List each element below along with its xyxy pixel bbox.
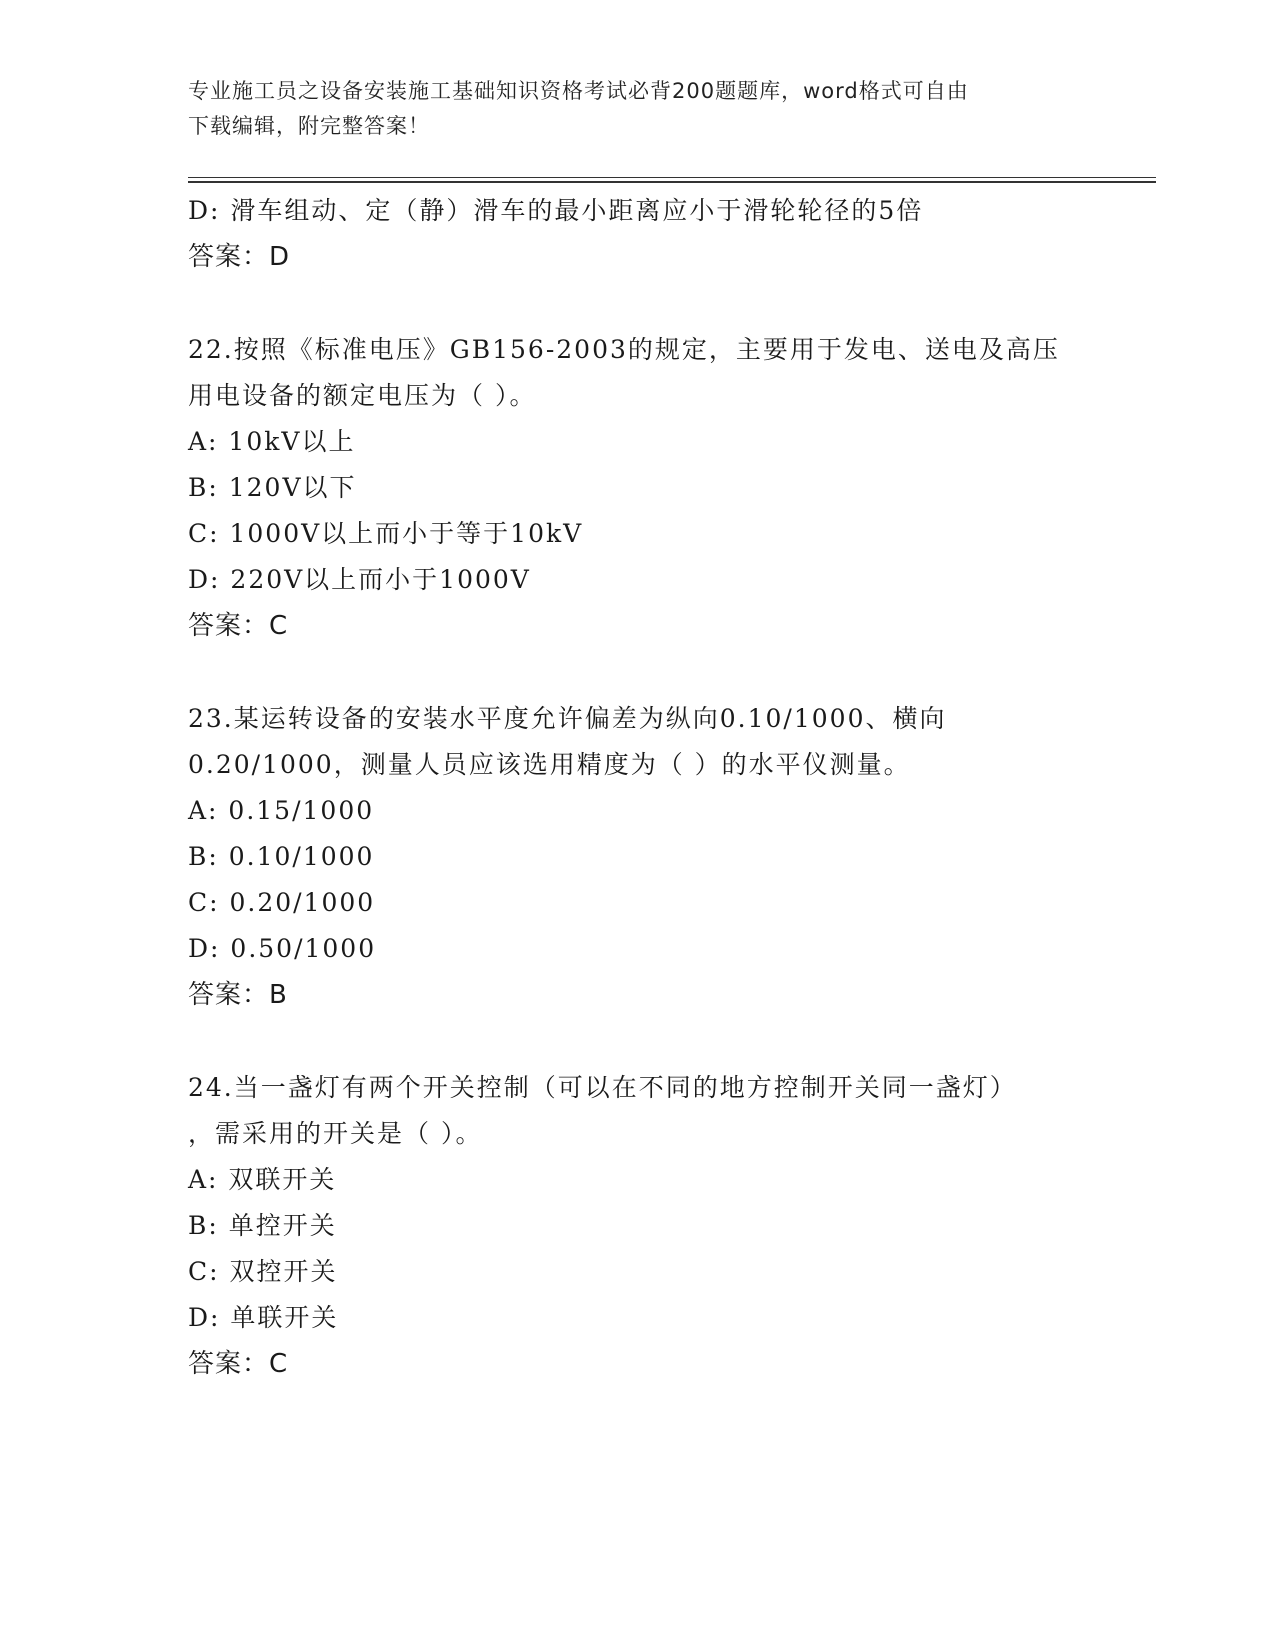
answer-line: 答案：B xyxy=(188,980,288,1010)
question-stem-line-1: 23.某运转设备的安装水平度允许偏差为纵向0.10/1000、横向 xyxy=(188,704,947,733)
option-b: B: 单控开关 xyxy=(188,1211,337,1240)
option-c: C: 1000V以上而小于等于10kV xyxy=(188,519,584,548)
option-c: C: 0.20/1000 xyxy=(188,888,376,917)
question-stem-line-2: ，需采用的开关是（ ）。 xyxy=(188,1119,483,1148)
question-content xyxy=(188,188,1088,1387)
header-divider-thick xyxy=(188,181,1156,183)
option-d: D: 220V以上而小于1000V xyxy=(188,565,531,594)
question-22 xyxy=(188,327,1088,649)
question-23 xyxy=(188,696,1088,1018)
option-a: A: 10kV以上 xyxy=(188,427,356,456)
option-d: D: 单联开关 xyxy=(188,1303,339,1332)
option-a: A: 0.15/1000 xyxy=(188,796,375,825)
option-c: C: 双控开关 xyxy=(188,1257,338,1286)
question-stem-line-2: 用电设备的额定电压为（ ）。 xyxy=(188,381,537,410)
question-stem-line-2: 0.20/1000，测量人员应该选用精度为（ ）的水平仪测量。 xyxy=(188,750,911,779)
question-stem-line-1: 22.按照《标准电压》GB156-2003的规定，主要用于发电、送电及高压 xyxy=(188,335,1060,364)
option-b: B: 120V以下 xyxy=(188,473,357,502)
option-b: B: 0.10/1000 xyxy=(188,842,375,871)
question-stem-line-1: 24.当一盏灯有两个开关控制（可以在不同的地方控制开关同一盏灯） xyxy=(188,1073,1017,1102)
option-a: A: 双联开关 xyxy=(188,1165,337,1194)
question-spacer xyxy=(188,649,1088,696)
answer-line: 答案：C xyxy=(188,1349,289,1379)
header-divider-thin xyxy=(188,177,1156,178)
document-header xyxy=(188,74,1068,144)
answer-line: 答案：C xyxy=(188,611,289,641)
header-title-line-1: 专业施工员之设备安装施工基础知识资格考试必背200题题库，word格式可自由 xyxy=(188,79,969,103)
option-d: D: 滑车组动、定（静）滑车的最小距离应小于滑轮轮径的5倍 xyxy=(188,196,924,225)
question-spacer xyxy=(188,1018,1088,1065)
question-spacer xyxy=(188,280,1088,327)
question-24 xyxy=(188,1065,1088,1387)
header-title-line-2: 下载编辑，附完整答案！ xyxy=(188,114,430,138)
question-21-tail xyxy=(188,188,1088,280)
option-d: D: 0.50/1000 xyxy=(188,934,377,963)
answer-line: 答案：D xyxy=(188,242,291,272)
